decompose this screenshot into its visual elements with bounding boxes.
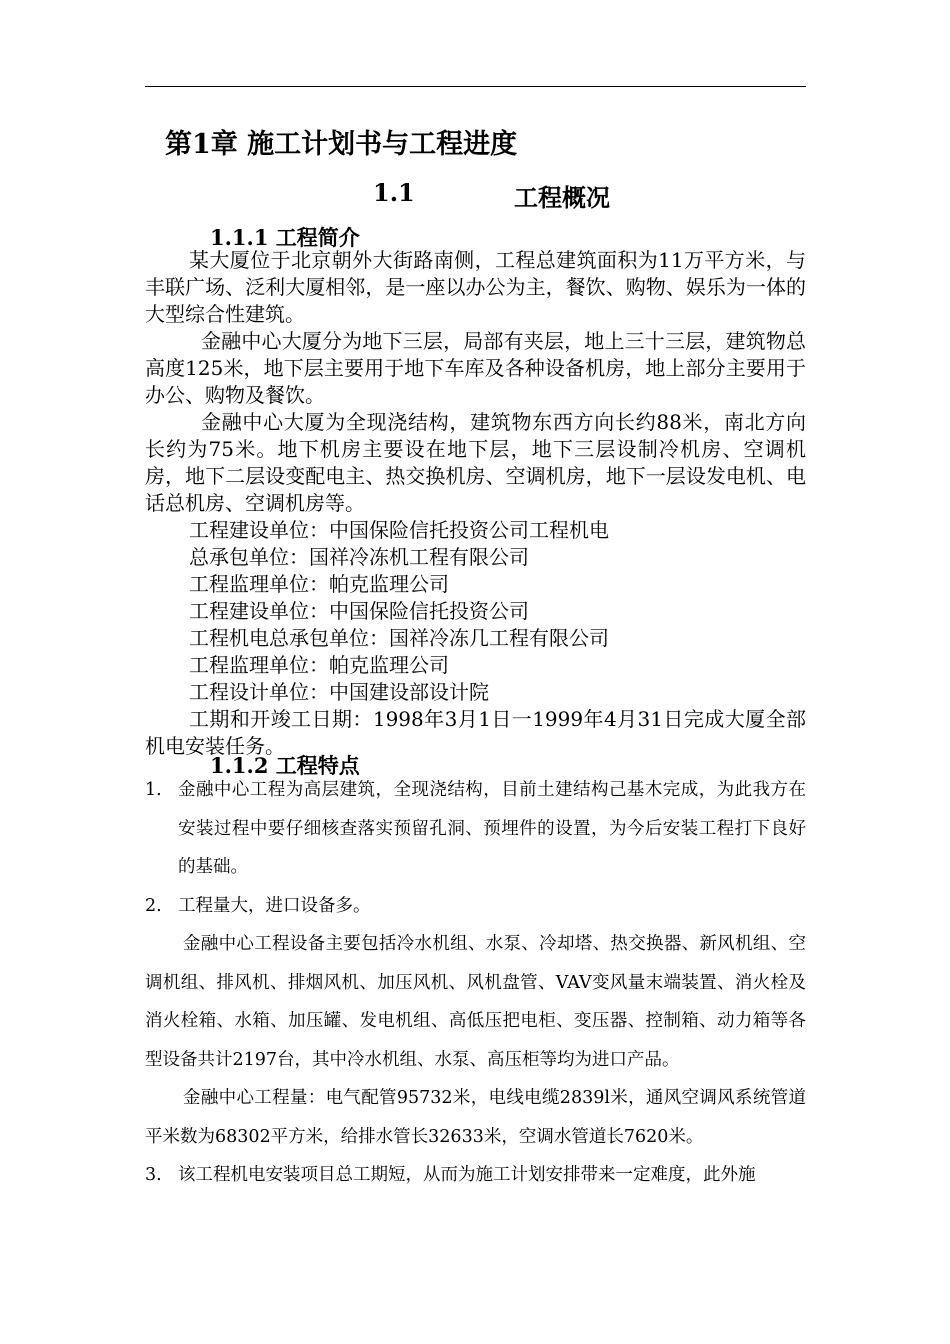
subsection-2-body <box>145 771 806 1195</box>
chapter-title: 第1章 施工计划书与工程进度 <box>165 129 518 160</box>
subsection-1-body <box>145 247 806 760</box>
header-rule <box>145 86 806 87</box>
list-item <box>145 887 806 926</box>
list-number: 1. <box>145 780 162 800</box>
list-text: 该工程机电安装项目总工期短，从而为施工计划安排带来一定难度，此外施 <box>178 1165 756 1185</box>
info-line: 工程监理单位：帕克监理公司 <box>189 653 449 677</box>
list-text: 工程量大，进口设备多。 <box>178 895 371 916</box>
paragraph: 金融中心工程设备主要包括冷水机组、水泵、冷却塔、热交换器、新风机组、空调机组、排风机、排烟风机、加压风机、风机盘管、VAV变风量末端装置、消火栓及消火栓箱、水箱、加压罐、发电机组、高低压把电柜、变压器、控制箱、动力箱等各型设备共计2197台，其中冷水机组、水泵、高压柜等均为进口产品。 <box>145 934 806 1070</box>
section-title: 工程概况 <box>514 183 610 212</box>
subsection-2-title: 1.1.2 工程特点 <box>210 753 360 778</box>
info-line: 工程设计单位：中国建设部设计院 <box>189 680 489 704</box>
list-number: 3. <box>145 1165 162 1185</box>
list-number: 2. <box>145 895 162 916</box>
info-line: 工程监理单位：帕克监理公司 <box>189 572 449 596</box>
paragraph: 金融中心大厦分为地下三层，局部有夹层，地上三十三层，建筑物总高度125米，地下层主要用于地下车库及各种设备机房，地上部分主要用于办公、购物及餐饮。 <box>145 329 806 407</box>
list-text: 金融中心工程为高层建筑，全现浇结构，目前土建结构己基木完成，为此我方在安装过程中要仔细核查落实预留孔洞、预埋件的设置，为今后安装工程打下良好的基础。 <box>178 780 806 877</box>
info-line: 工程建设单位：中国保险信托投资公司 <box>189 599 529 623</box>
info-line: 工期和开竣工日期：1998年3月1日一1999年4月31日完成大厦全部机电安装任务。 <box>145 707 806 758</box>
subsection-1-title: 1.1.1 工程简介 <box>210 225 360 250</box>
list-item <box>145 771 806 887</box>
list-item <box>145 1156 806 1195</box>
info-line: 工程建设单位：中国保险信托投资公司工程机电 <box>189 518 609 542</box>
section-number: 1.1 <box>373 178 415 207</box>
paragraph: 金融中心工程量：电气配管95732米，电线电缆2839l米，通风空调风系统管道平米数为68302平方米，给排水管长32633米，空调水管道长7620米。 <box>145 1088 806 1147</box>
info-line: 工程机电总承包单位：国祥冷冻几工程有限公司 <box>189 626 609 650</box>
info-line: 总承包单位：国祥冷冻机工程有限公司 <box>189 545 529 569</box>
paragraph: 金融中心大厦为全现浇结构，建筑物东西方向长约88米，南北方向长约为75米。地下机房主要设在地下层，地下三层设制冷机房、空调机房，地下二层设变配电主、热交换机房、空调机房，地下一层设发电机、电话总机房、空调机房等。 <box>145 410 806 515</box>
paragraph: 某大厦位于北京朝外大街路南侧，工程总建筑面积为11万平方米，与丰联广场、泛利大厦相邻，是一座以办公为主，餐饮、购物、娱乐为一体的大型综合性建筑。 <box>145 248 806 326</box>
